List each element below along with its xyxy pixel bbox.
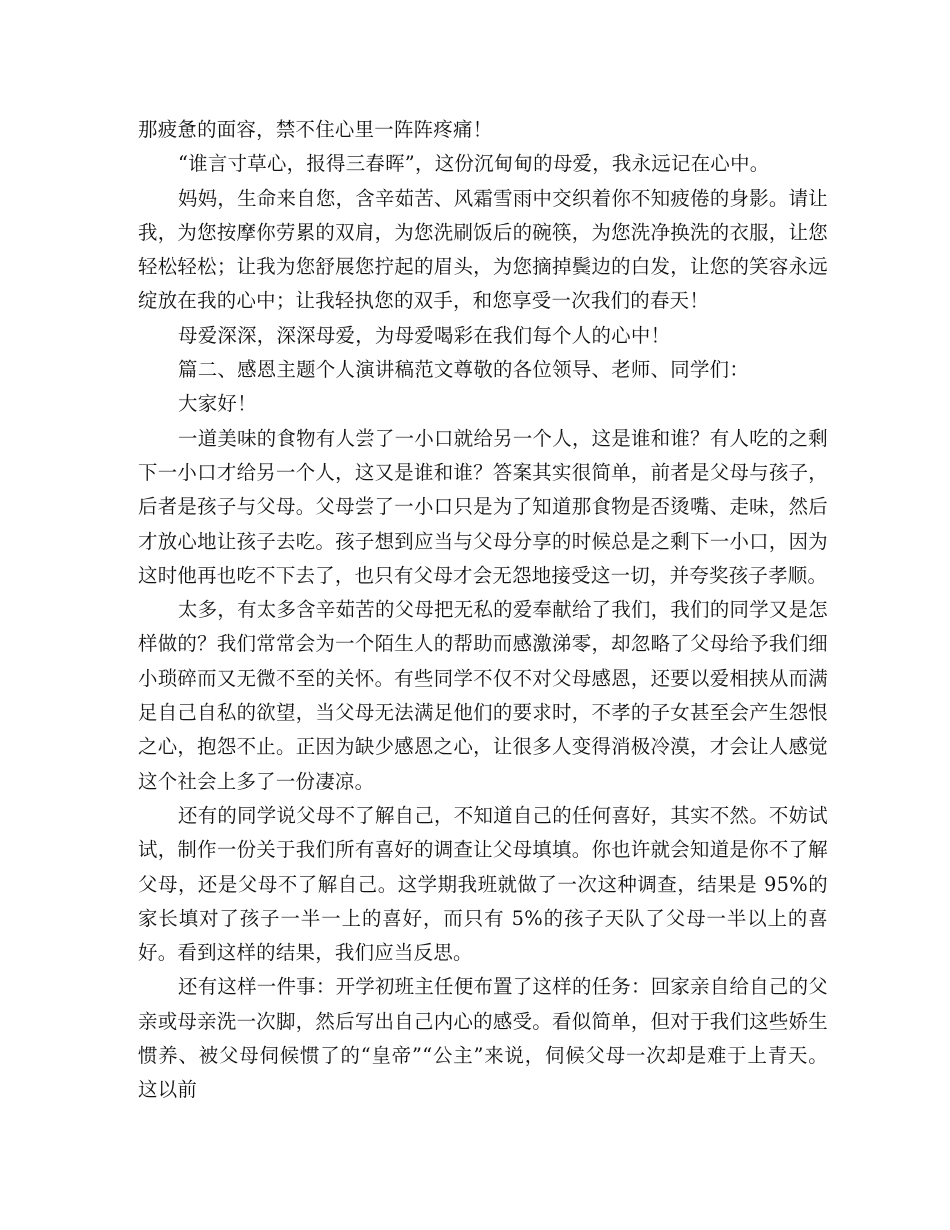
document-body bbox=[138, 113, 828, 1108]
paragraph-4: 母爱深深，深深母爱，为母爱喝彩在我们每个人的心中！ bbox=[178, 323, 671, 347]
paragraph-3: 妈妈，生命来自您，含辛茹苦、风霜雪雨中交织着你不知疲倦的身影。请让我，为您按摩你劳累的双肩，为您洗刷饭后的碗筷，为您洗净换洗的衣服，让您轻松轻松；让我为您舒展您拧起的眉头，为您摘掉鬓边的白发，让您的笑容永远绽放在我的心中；让我轻执您的双手，和您享受一次我们的春天！ bbox=[138, 186, 828, 313]
paragraph-10: 还有这样一件事：开学初班主任便布置了这样的任务：回家亲自给自己的父亲或母亲洗一次脚，然后写出自己内心的感受。看似简单，但对于我们这些娇生惯养、被父母伺候惯了的“皇帝”“公主”来说，伺候父母一次却是难于上青天。这以前 bbox=[138, 975, 828, 1102]
section-heading: 篇二、感恩主题个人演讲稿范文尊敬的各位领导、老师、同学们： bbox=[178, 358, 750, 382]
paragraph-8: 太多，有太多含辛茹苦的父母把无私的爱奉献给了我们，我们的同学又是怎样做的？我们常常会为一个陌生人的帮助而感激涕零，却忽略了父母给予我们细小琐碎而又无微不至的关怀。有些同学不仅不对父母感恩，还要以爱相挟从而满足自己自私的欲望，当父母无法满足他们的要求时，不孝的子女甚至会产生怨恨之心，抱怨不止。正因为缺少感恩之心，让很多人变得消极冷漠，才会让人感觉这个社会上多了一份凄凉。 bbox=[138, 598, 828, 793]
paragraph-9: 还有的同学说父母不了解自己，不知道自己的任何喜好，其实不然。不妨试试，制作一份关于我们所有喜好的调查让父母填填。你也许就会知道是你不了解父母，还是父母不了解自己。这学期我班就做了一次这种调查，结果是 95%的家长填对了孩子一半一上的喜好，而只有 5%的孩子天队了父母一半以上的喜好。看到这样的结果，我们应当反思。 bbox=[138, 803, 828, 965]
greeting: 大家好！ bbox=[178, 392, 257, 416]
paragraph-1: 那疲惫的面容，禁不住心里一阵阵疼痛！ bbox=[138, 118, 493, 141]
paragraph-7: 一道美味的食物有人尝了一小口就给另一个人，这是谁和谁？有人吃的之剩下一小口才给另一个人，这又是谁和谁？答案其实很简单，前者是父母与孩子，后者是孩子与父母。父母尝了一小口只是为了知道那食物是否烫嘴、走味，然后才放心地让孩子去吃。孩子想到应当与父母分享的时候总是之剩下一小口，因为这时他再也吃不下去了，也只有父母才会无怨地接受这一切，并夸奖孩子孝顺。 bbox=[138, 426, 828, 587]
paragraph-2: “谁言寸草心，报得三春晖”，这份沉甸甸的母爱，我永远记在心中。 bbox=[178, 152, 770, 176]
